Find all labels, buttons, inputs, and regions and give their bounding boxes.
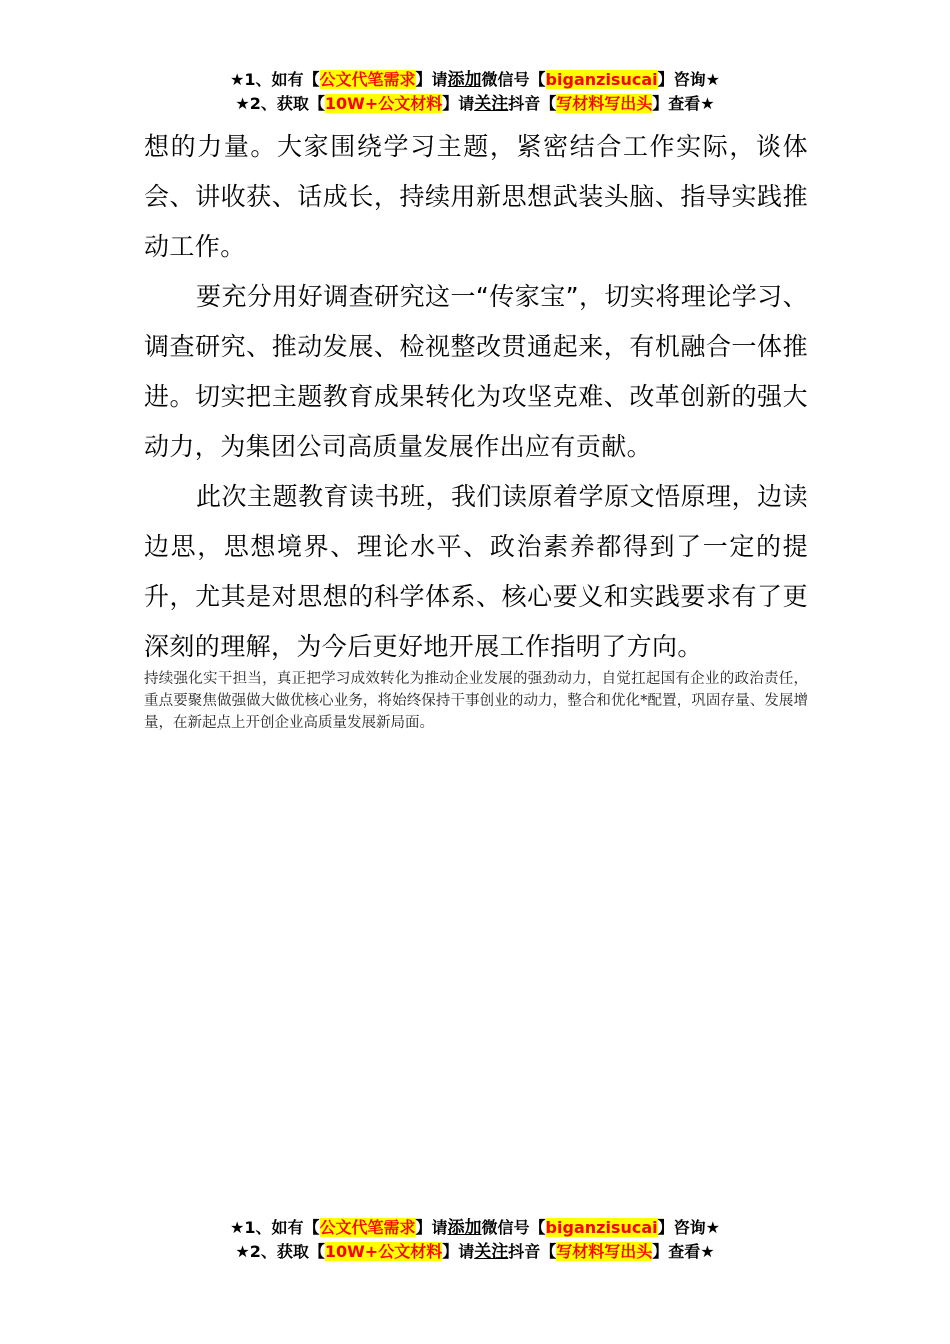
banner-text: 】请	[442, 1242, 475, 1261]
banner-underlined: 关注	[474, 94, 509, 114]
banner-text: ★2、获取【	[235, 94, 325, 113]
banner-text: 】请	[415, 1218, 448, 1237]
document-body	[144, 122, 808, 672]
banner-douyin-id: 写材料写出头	[556, 94, 653, 113]
banner-text: ★1、如有【	[230, 1218, 320, 1237]
banner-line-2	[0, 1240, 950, 1264]
banner-text: 微信号【	[481, 1218, 546, 1237]
banner-text: 抖音【	[508, 1242, 557, 1261]
banner-highlight: 10W+公文材料	[324, 94, 443, 113]
banner-highlight: 公文代笔需求	[319, 1218, 416, 1237]
paragraph-3: 此次主题教育读书班，我们读原着学原文悟原理，边读边思，思想境界、理论水平、政治素养都得到了一定的提升，尤其是对思想的科学体系、核心要义和实践要求有了更深刻的理解，为今后更好地开展工作指明了方向。	[144, 482, 808, 661]
note-paragraph: 持续强化实干担当，真正把学习成效转化为推动企业发展的强劲动力，自觉扛起国有企业的政治责任，重点要聚焦做强做大做优核心业务，将始终保持干事创业的动力，整合和优化*配置，巩固存量、发展增量，在新起点上开创企业高质量发展新局面。	[144, 671, 808, 731]
banner-underlined: 添加	[447, 70, 482, 90]
banner-text: 抖音【	[508, 94, 557, 113]
paragraph-2: 要充分用好调查研究这一“传家宝”，切实将理论学习、调查研究、推动发展、检视整改贯通起来，有机融合一体推进。切实把主题教育成果转化为攻坚克难、改革创新的强大动力，为集团公司高质量发展作出应有贡献。	[144, 282, 808, 461]
banner-text: 微信号【	[481, 70, 546, 89]
banner-text: 】咨询★	[657, 70, 720, 89]
banner-underlined: 关注	[474, 1242, 509, 1262]
banner-text: 】查看★	[652, 94, 715, 113]
banner-wechat-id: biganzisucai	[545, 70, 658, 89]
header-banner	[0, 68, 950, 116]
banner-text: 】请	[415, 70, 448, 89]
footer-banner	[0, 1216, 950, 1264]
banner-text: 】请	[442, 94, 475, 113]
banner-text: ★2、获取【	[235, 1242, 325, 1261]
banner-douyin-id: 写材料写出头	[556, 1242, 653, 1261]
banner-underlined: 添加	[447, 1218, 482, 1238]
banner-text: 】查看★	[652, 1242, 715, 1261]
banner-line-1	[0, 68, 950, 92]
banner-wechat-id: biganzisucai	[545, 1218, 658, 1237]
banner-text: ★1、如有【	[230, 70, 320, 89]
paragraph-1: 想的力量。大家围绕学习主题，紧密结合工作实际，谈体会、讲收获、话成长，持续用新思想武装头脑、指导实践推动工作。	[144, 132, 808, 261]
banner-highlight: 10W+公文材料	[324, 1242, 443, 1261]
banner-text: 】咨询★	[657, 1218, 720, 1237]
banner-line-2	[0, 92, 950, 116]
banner-highlight: 公文代笔需求	[319, 70, 416, 89]
banner-line-1	[0, 1216, 950, 1240]
